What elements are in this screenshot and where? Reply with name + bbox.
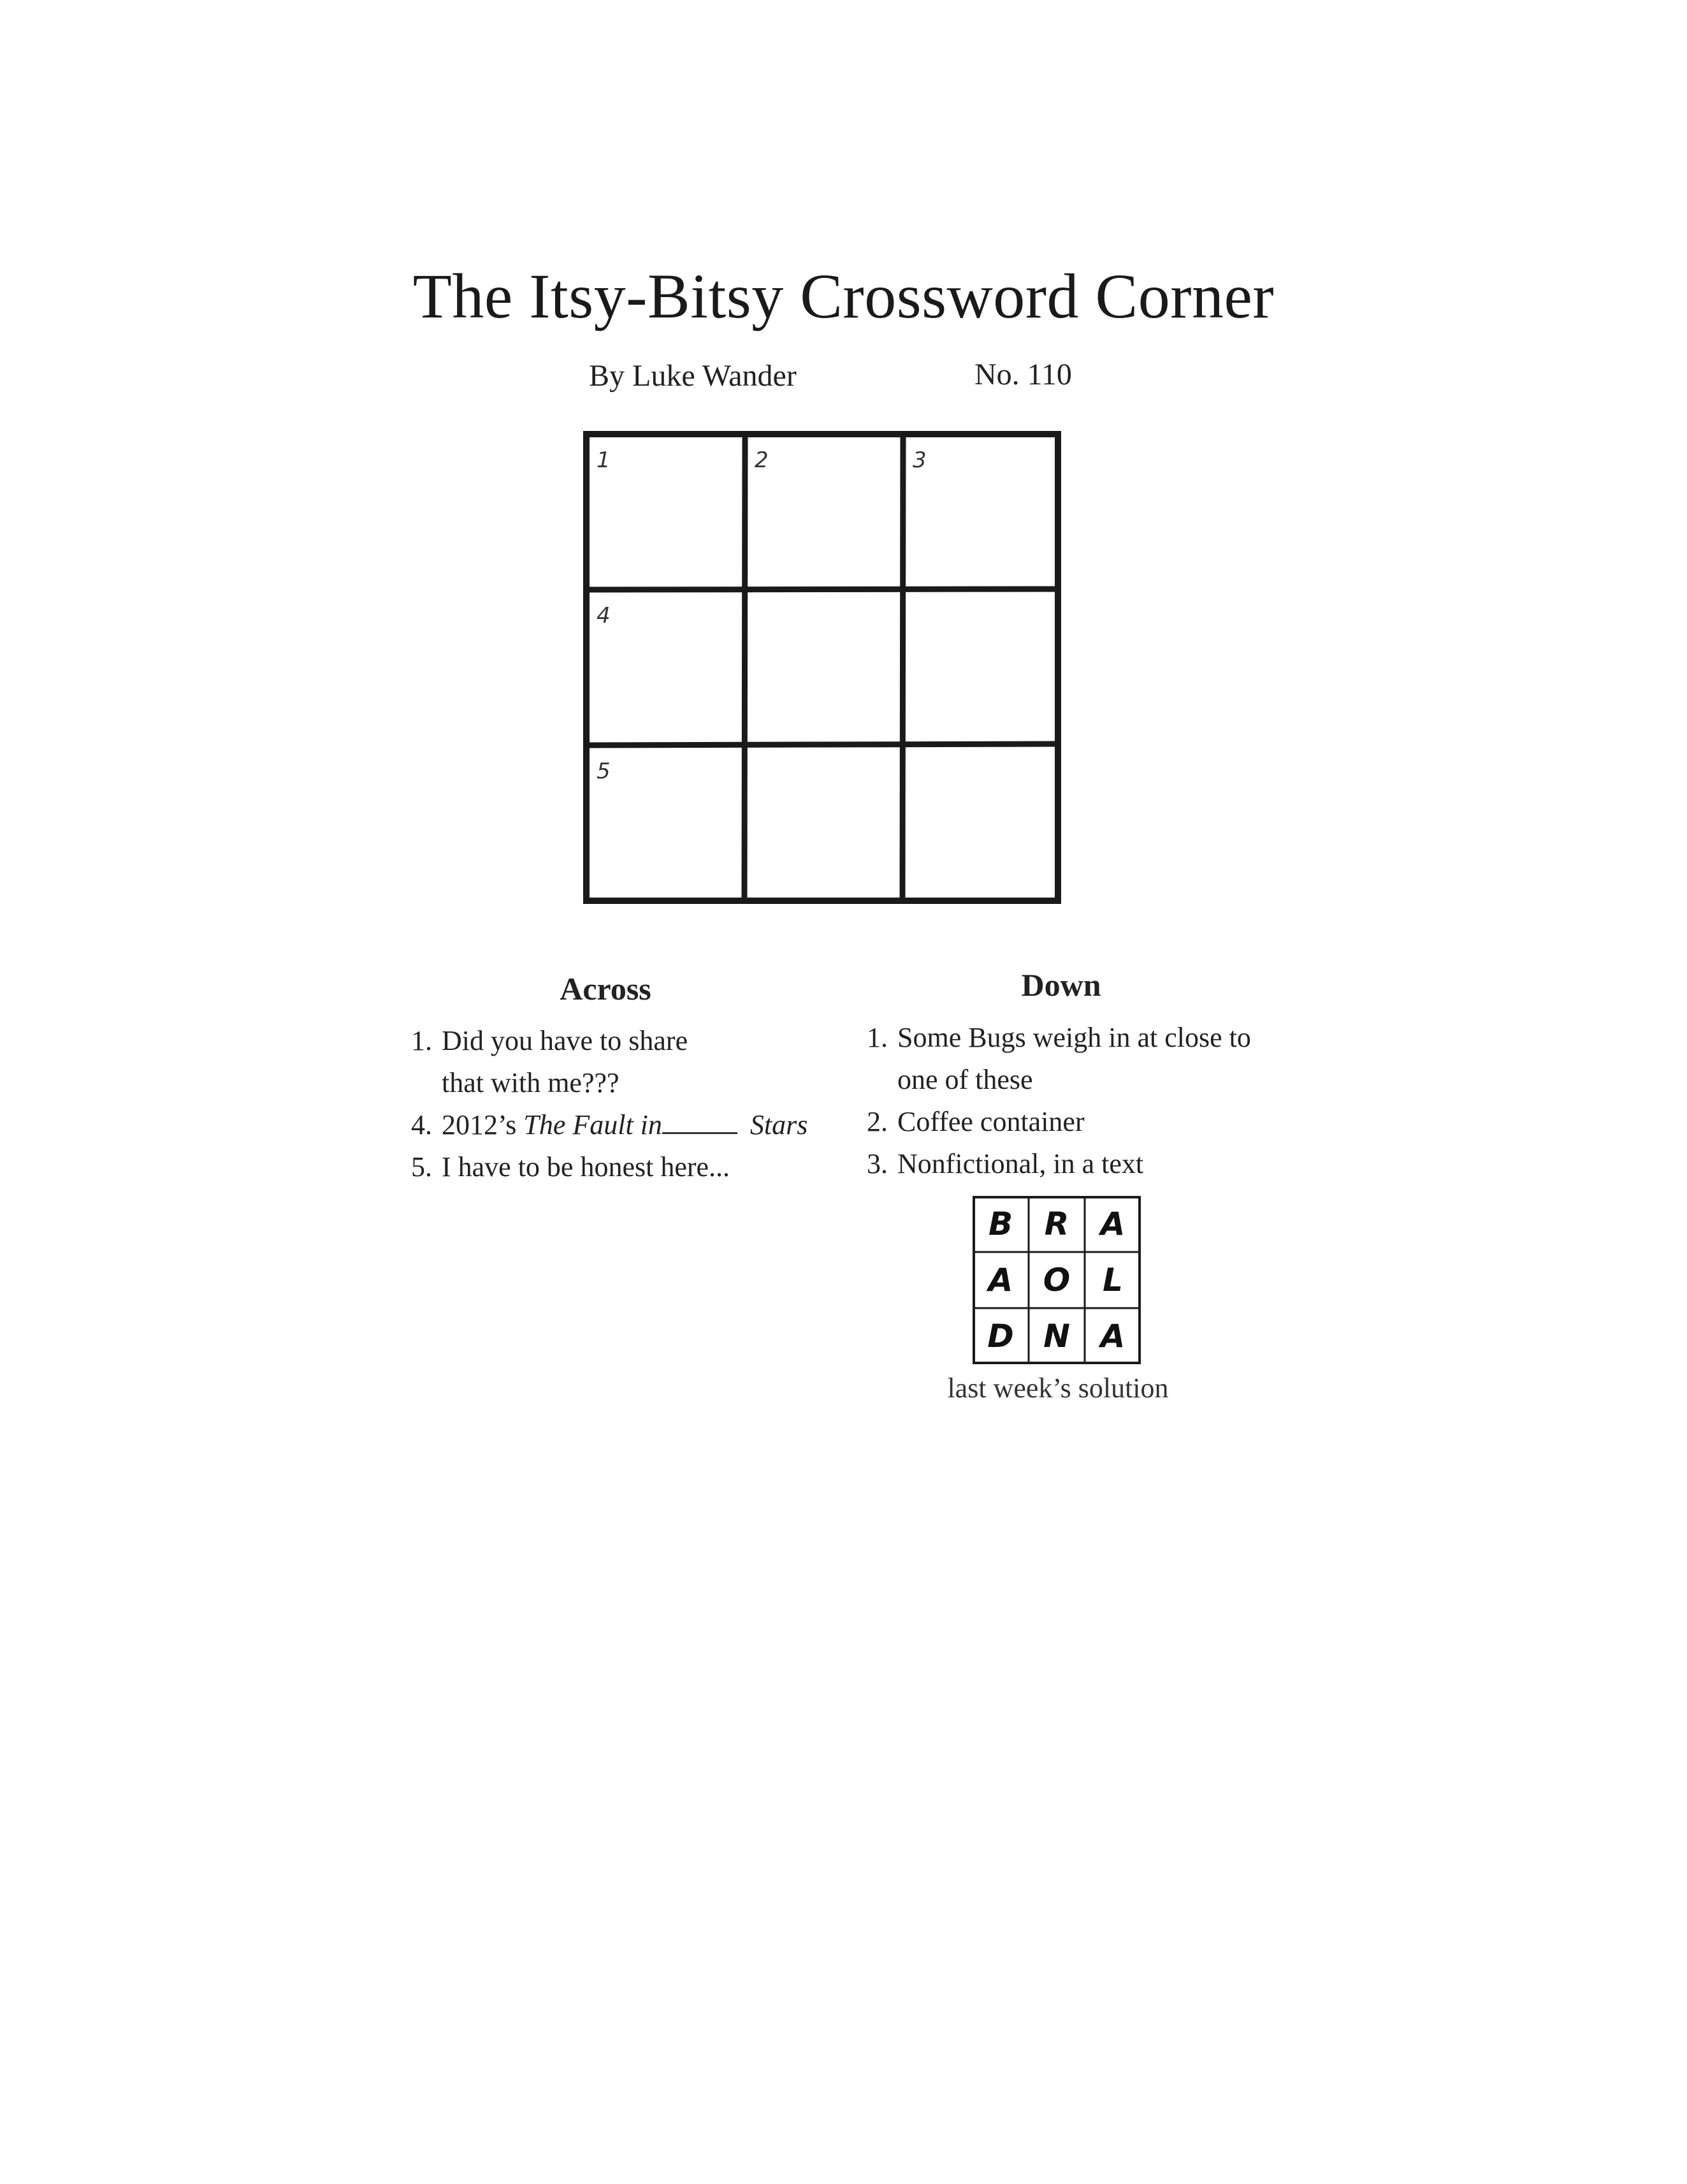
crossword-grid bbox=[583, 431, 1061, 904]
down-clue-1-continued bbox=[867, 1059, 1251, 1101]
clue-text: Nonfictional, in a text bbox=[897, 1148, 1144, 1179]
clue-text: one of these bbox=[897, 1064, 1033, 1095]
down-clue-2 bbox=[867, 1101, 1251, 1143]
grid-cell-number: 5 bbox=[597, 759, 611, 784]
down-clue-list bbox=[867, 1017, 1251, 1185]
issue-number: No. 110 bbox=[974, 358, 1072, 391]
clue-text: Some Bugs weigh in at close to bbox=[897, 1022, 1251, 1053]
page-title: The Itsy-Bitsy Crossword Corner bbox=[412, 261, 1275, 331]
down-heading: Down bbox=[1021, 967, 1101, 1003]
grid-cell-r3c3[interactable] bbox=[905, 748, 1057, 897]
grid-cell-r2c3[interactable] bbox=[905, 592, 1057, 741]
solution-letter: L bbox=[1103, 1262, 1123, 1299]
solution-letter: A bbox=[1100, 1205, 1126, 1242]
clue-number: 1. bbox=[867, 1022, 888, 1053]
clue-text: I have to be honest here... bbox=[442, 1151, 730, 1183]
across-clue-1-continued bbox=[411, 1062, 807, 1104]
solution-letter: R bbox=[1044, 1205, 1069, 1242]
clue-number: 3. bbox=[867, 1148, 888, 1179]
grid-cell-r1c3[interactable] bbox=[905, 437, 1057, 586]
clue-number: 5. bbox=[411, 1151, 432, 1183]
grid-cell-number: 4 bbox=[597, 603, 611, 629]
solution-caption: last week’s solution bbox=[947, 1372, 1169, 1404]
clue-text: that with me??? bbox=[442, 1067, 619, 1098]
across-clue-list bbox=[411, 1020, 807, 1188]
grid-cell-r1c1[interactable] bbox=[589, 437, 741, 586]
clue-text: 2012’s bbox=[442, 1109, 524, 1140]
across-heading: Across bbox=[560, 971, 651, 1007]
down-clue-3 bbox=[867, 1143, 1251, 1185]
solution-letter: A bbox=[988, 1262, 1013, 1299]
grid-cell-r2c1[interactable] bbox=[589, 592, 741, 741]
solution-letter: N bbox=[1043, 1318, 1070, 1355]
fill-in-blank bbox=[662, 1110, 737, 1134]
grid-cell-number: 2 bbox=[755, 448, 769, 473]
grid-cell-r3c2[interactable] bbox=[747, 748, 899, 897]
clue-number: 2. bbox=[867, 1106, 888, 1137]
clue-text: Did you have to share bbox=[442, 1025, 688, 1056]
grid-cell-r3c1[interactable] bbox=[589, 748, 741, 897]
grid-cell-r2c2[interactable] bbox=[747, 592, 899, 741]
last-week-solution-grid bbox=[973, 1196, 1141, 1364]
solution-letter: D bbox=[987, 1318, 1014, 1355]
solution-letter: A bbox=[1100, 1318, 1126, 1355]
clue-title-italic-end: Stars bbox=[749, 1109, 808, 1140]
solution-letter: B bbox=[988, 1205, 1013, 1242]
across-clue-1 bbox=[411, 1020, 807, 1062]
across-clue-4 bbox=[411, 1104, 807, 1146]
clue-number: 1. bbox=[411, 1025, 432, 1056]
down-clue-1 bbox=[867, 1017, 1251, 1059]
grid-cell-number: 3 bbox=[913, 448, 927, 473]
across-clue-5 bbox=[411, 1146, 807, 1188]
clue-title-italic: The Fault in bbox=[523, 1109, 662, 1140]
clue-text: Coffee container bbox=[897, 1106, 1085, 1137]
solution-letter: O bbox=[1043, 1262, 1071, 1299]
grid-cell-r1c2[interactable] bbox=[747, 437, 899, 586]
clue-number: 4. bbox=[411, 1109, 432, 1140]
byline: By Luke Wander bbox=[589, 359, 797, 393]
grid-cell-number: 1 bbox=[597, 448, 611, 473]
